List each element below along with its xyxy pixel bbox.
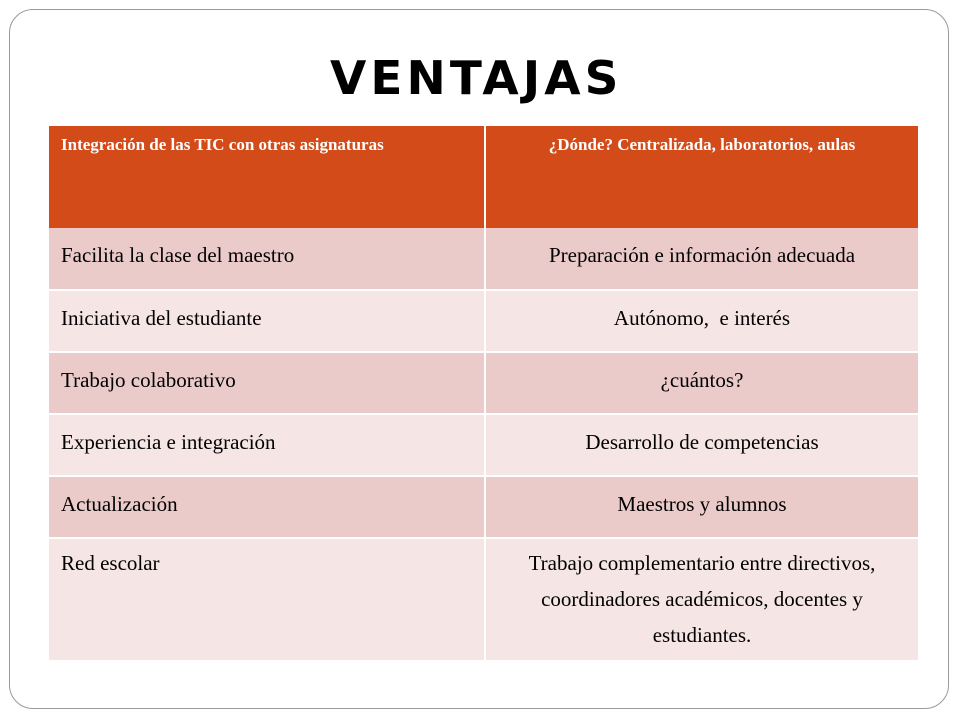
advantages-table bbox=[49, 126, 918, 660]
table-row bbox=[49, 538, 918, 660]
table-row bbox=[49, 228, 918, 290]
row-label: Facilita la clase del maestro bbox=[49, 228, 485, 290]
row-value: ¿cuántos? bbox=[485, 352, 918, 414]
row-label: Experiencia e integración bbox=[49, 414, 485, 476]
table-row bbox=[49, 290, 918, 352]
row-value: Maestros y alumnos bbox=[485, 476, 918, 538]
row-value: Desarrollo de competencias bbox=[485, 414, 918, 476]
header-cell-integration: Integración de las TIC con otras asignaturas bbox=[49, 126, 485, 228]
table-row bbox=[49, 414, 918, 476]
table-header-row bbox=[49, 126, 918, 228]
row-value: Autónomo, e interés bbox=[485, 290, 918, 352]
row-label: Iniciativa del estudiante bbox=[49, 290, 485, 352]
table-row bbox=[49, 476, 918, 538]
row-label: Actualización bbox=[49, 476, 485, 538]
row-label: Red escolar bbox=[49, 538, 485, 660]
slide-title: VENTAJAS bbox=[330, 51, 623, 105]
table-row bbox=[49, 352, 918, 414]
row-label: Trabajo colaborativo bbox=[49, 352, 485, 414]
header-cell-where: ¿Dónde? Centralizada, laboratorios, aulas bbox=[485, 126, 918, 228]
row-value: Trabajo complementario entre directivos, coordinadores académicos, docentes y estudiantes. bbox=[485, 538, 918, 660]
row-value: Preparación e información adecuada bbox=[485, 228, 918, 290]
